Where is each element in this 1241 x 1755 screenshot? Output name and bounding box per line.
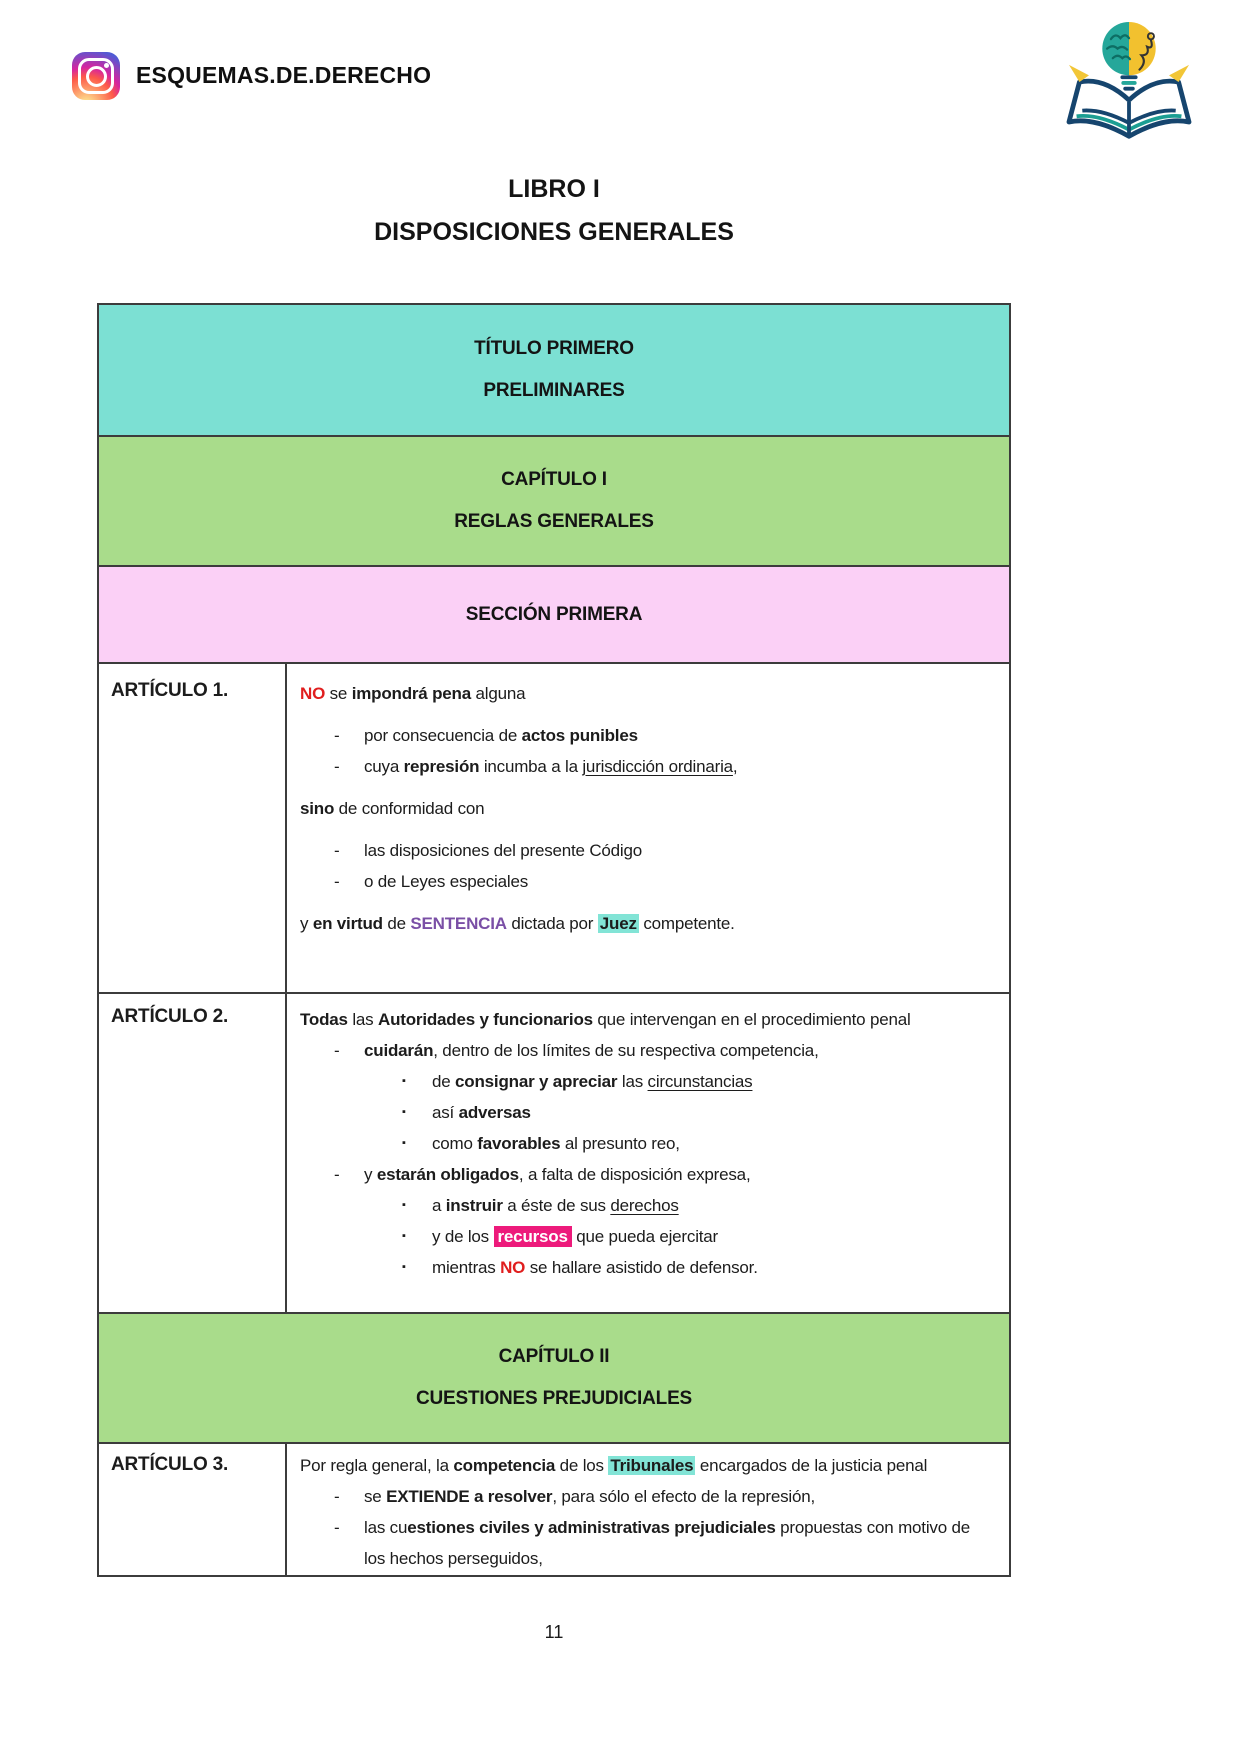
text-segment: derechos	[610, 1196, 679, 1215]
text-segment: de	[432, 1072, 456, 1091]
text-line	[300, 1035, 1003, 1066]
text-line	[300, 835, 1003, 866]
square-bullet: ▪	[402, 1199, 406, 1211]
text-segment: adversas	[458, 1103, 531, 1122]
text-segment: incumba a la	[479, 757, 583, 776]
text-segment: impondrá pena	[351, 684, 471, 703]
text-segment: y	[300, 914, 313, 933]
article-1-content	[287, 664, 1009, 992]
text-segment: represión	[403, 757, 480, 776]
text-segment: consignar y apreciar	[455, 1072, 618, 1091]
text-segment: sino	[300, 799, 335, 818]
text-segment: en virtud	[312, 914, 383, 933]
text-segment: NO	[500, 1258, 526, 1277]
text-segment: las	[347, 1010, 378, 1029]
text-segment: las cu	[364, 1518, 408, 1537]
text-segment: dictada por	[506, 914, 598, 933]
text-segment: Juez	[599, 914, 637, 933]
text-line	[300, 720, 1003, 751]
dash-bullet: -	[334, 872, 340, 891]
text-line	[300, 1512, 1003, 1543]
text-segment: al presunto reo,	[560, 1134, 680, 1153]
text-segment: las disposiciones del presente Código	[364, 841, 642, 860]
text-line	[300, 866, 1003, 897]
text-segment: , a falta de disposición expresa,	[518, 1165, 751, 1184]
square-bullet: ▪	[402, 1106, 406, 1118]
text-segment: cuidarán	[364, 1041, 434, 1060]
text-segment: SENTENCIA	[410, 914, 507, 933]
text-segment: Autoridades y funcionarios	[378, 1010, 593, 1029]
band-line: TÍTULO PRIMERO	[474, 338, 634, 359]
text-segment: circunstancias	[647, 1072, 753, 1091]
dash-bullet: -	[334, 841, 340, 860]
text-line	[300, 1066, 1003, 1097]
instagram-handle: ESQUEMAS.DE.DERECHO	[136, 62, 432, 88]
text-line	[300, 793, 1003, 824]
text-segment: así	[432, 1103, 459, 1122]
text-segment: o de Leyes especiales	[364, 872, 529, 891]
text-line	[300, 1004, 1003, 1035]
text-segment: de	[382, 914, 411, 933]
dash-bullet: -	[334, 757, 340, 776]
band-line: CUESTIONES PREJUDICIALES	[415, 1388, 693, 1409]
article-2-label: ARTÍCULO 2.	[99, 994, 287, 1312]
text-line	[300, 1252, 1003, 1283]
text-segment: , dentro de los límites de su respectiva competencia,	[433, 1041, 819, 1060]
text-segment: y	[364, 1165, 377, 1184]
text-segment: se	[364, 1487, 387, 1506]
schema-table	[97, 303, 1011, 1577]
text-segment: se	[325, 684, 352, 703]
text-segment: encargados de la justicia penal	[695, 1456, 928, 1475]
book-title: LIBRO I	[508, 175, 600, 203]
text-segment: se hallare asistido de defensor.	[525, 1258, 758, 1277]
text-segment: ,	[732, 757, 738, 776]
brain-lightbulb-book-logo-icon	[1048, 10, 1210, 154]
text-segment: como	[432, 1134, 478, 1153]
instagram-icon	[72, 52, 120, 100]
text-segment: actos punibles	[521, 726, 638, 745]
band-line: CAPÍTULO I	[501, 469, 607, 490]
square-bullet: ▪	[402, 1075, 406, 1087]
text-segment: propuestas con motivo de	[775, 1518, 970, 1537]
band-line: REGLAS GENERALES	[454, 511, 654, 532]
dash-bullet: -	[334, 1041, 340, 1060]
page-number: 11	[544, 1622, 564, 1642]
dash-bullet: -	[334, 1487, 340, 1506]
text-segment: competencia	[453, 1456, 556, 1475]
dash-bullet: -	[334, 1518, 340, 1537]
text-segment: Tribunales	[610, 1456, 694, 1475]
text-line	[300, 1190, 1003, 1221]
text-line	[300, 1221, 1003, 1252]
band-capitulo-1	[99, 435, 1009, 565]
band-line: CAPÍTULO II	[498, 1346, 610, 1367]
text-line	[300, 1450, 1003, 1481]
text-segment: Todas	[300, 1010, 348, 1029]
text-line	[300, 1543, 1003, 1574]
band-line: PRELIMINARES	[483, 380, 625, 401]
text-segment: a éste de sus	[502, 1196, 611, 1215]
text-segment: de conformidad con	[334, 799, 485, 818]
text-segment: mientras	[432, 1258, 501, 1277]
text-segment: por consecuencia de	[364, 726, 522, 745]
text-line	[300, 1128, 1003, 1159]
text-segment: a	[432, 1196, 446, 1215]
text-segment: cuya	[364, 757, 404, 776]
dash-bullet: -	[334, 726, 340, 745]
article-3-label: ARTÍCULO 3.	[99, 1444, 287, 1575]
article-1-label: ARTÍCULO 1.	[99, 664, 287, 992]
text-segment: alguna	[470, 684, 526, 703]
text-segment: EXTIENDE a resolver	[386, 1487, 553, 1506]
square-bullet: ▪	[402, 1261, 406, 1273]
band-capitulo-2	[99, 1312, 1009, 1442]
instagram-flash-dot	[104, 63, 109, 68]
text-segment: los hechos perseguidos,	[364, 1549, 543, 1568]
text-line	[300, 1097, 1003, 1128]
text-segment: estiones civiles y administrativas prejudiciales	[407, 1518, 776, 1537]
book-subtitle: DISPOSICIONES GENERALES	[374, 218, 734, 246]
square-bullet: ▪	[402, 1230, 406, 1242]
text-segment: recursos	[494, 1226, 572, 1247]
text-line	[300, 908, 1003, 939]
text-segment: , para sólo el efecto de la represión,	[552, 1487, 816, 1506]
text-line	[300, 678, 1003, 709]
text-segment: que pueda ejercitar	[571, 1227, 719, 1246]
text-line	[300, 1159, 1003, 1190]
square-bullet: ▪	[402, 1137, 406, 1149]
dash-bullet: -	[334, 1165, 340, 1184]
text-segment: favorables	[477, 1134, 561, 1153]
text-segment: que intervengan en el procedimiento penal	[592, 1010, 911, 1029]
text-segment: estarán obligados	[376, 1165, 519, 1184]
text-segment: instruir	[445, 1196, 503, 1215]
text-segment: las	[617, 1072, 648, 1091]
article-2-row	[99, 992, 1009, 1312]
text-segment: y de los	[432, 1227, 494, 1246]
text-segment: Por regla general, la	[300, 1456, 454, 1475]
text-segment: competente.	[638, 914, 735, 933]
band-seccion-primera	[99, 565, 1009, 662]
article-1-row	[99, 662, 1009, 992]
text-segment: jurisdicción ordinaria	[582, 757, 733, 776]
band-titulo-primero	[99, 305, 1009, 435]
page-title	[97, 168, 1011, 254]
article-3-row	[99, 1442, 1009, 1575]
band-line: SECCIÓN PRIMERA	[465, 603, 643, 625]
text-line	[300, 1481, 1003, 1512]
text-line	[300, 751, 1003, 782]
article-2-content	[287, 994, 1009, 1312]
article-3-content	[287, 1444, 1009, 1575]
content-column	[97, 168, 1011, 1643]
text-segment: de los	[555, 1456, 609, 1475]
text-segment: NO	[300, 684, 326, 703]
